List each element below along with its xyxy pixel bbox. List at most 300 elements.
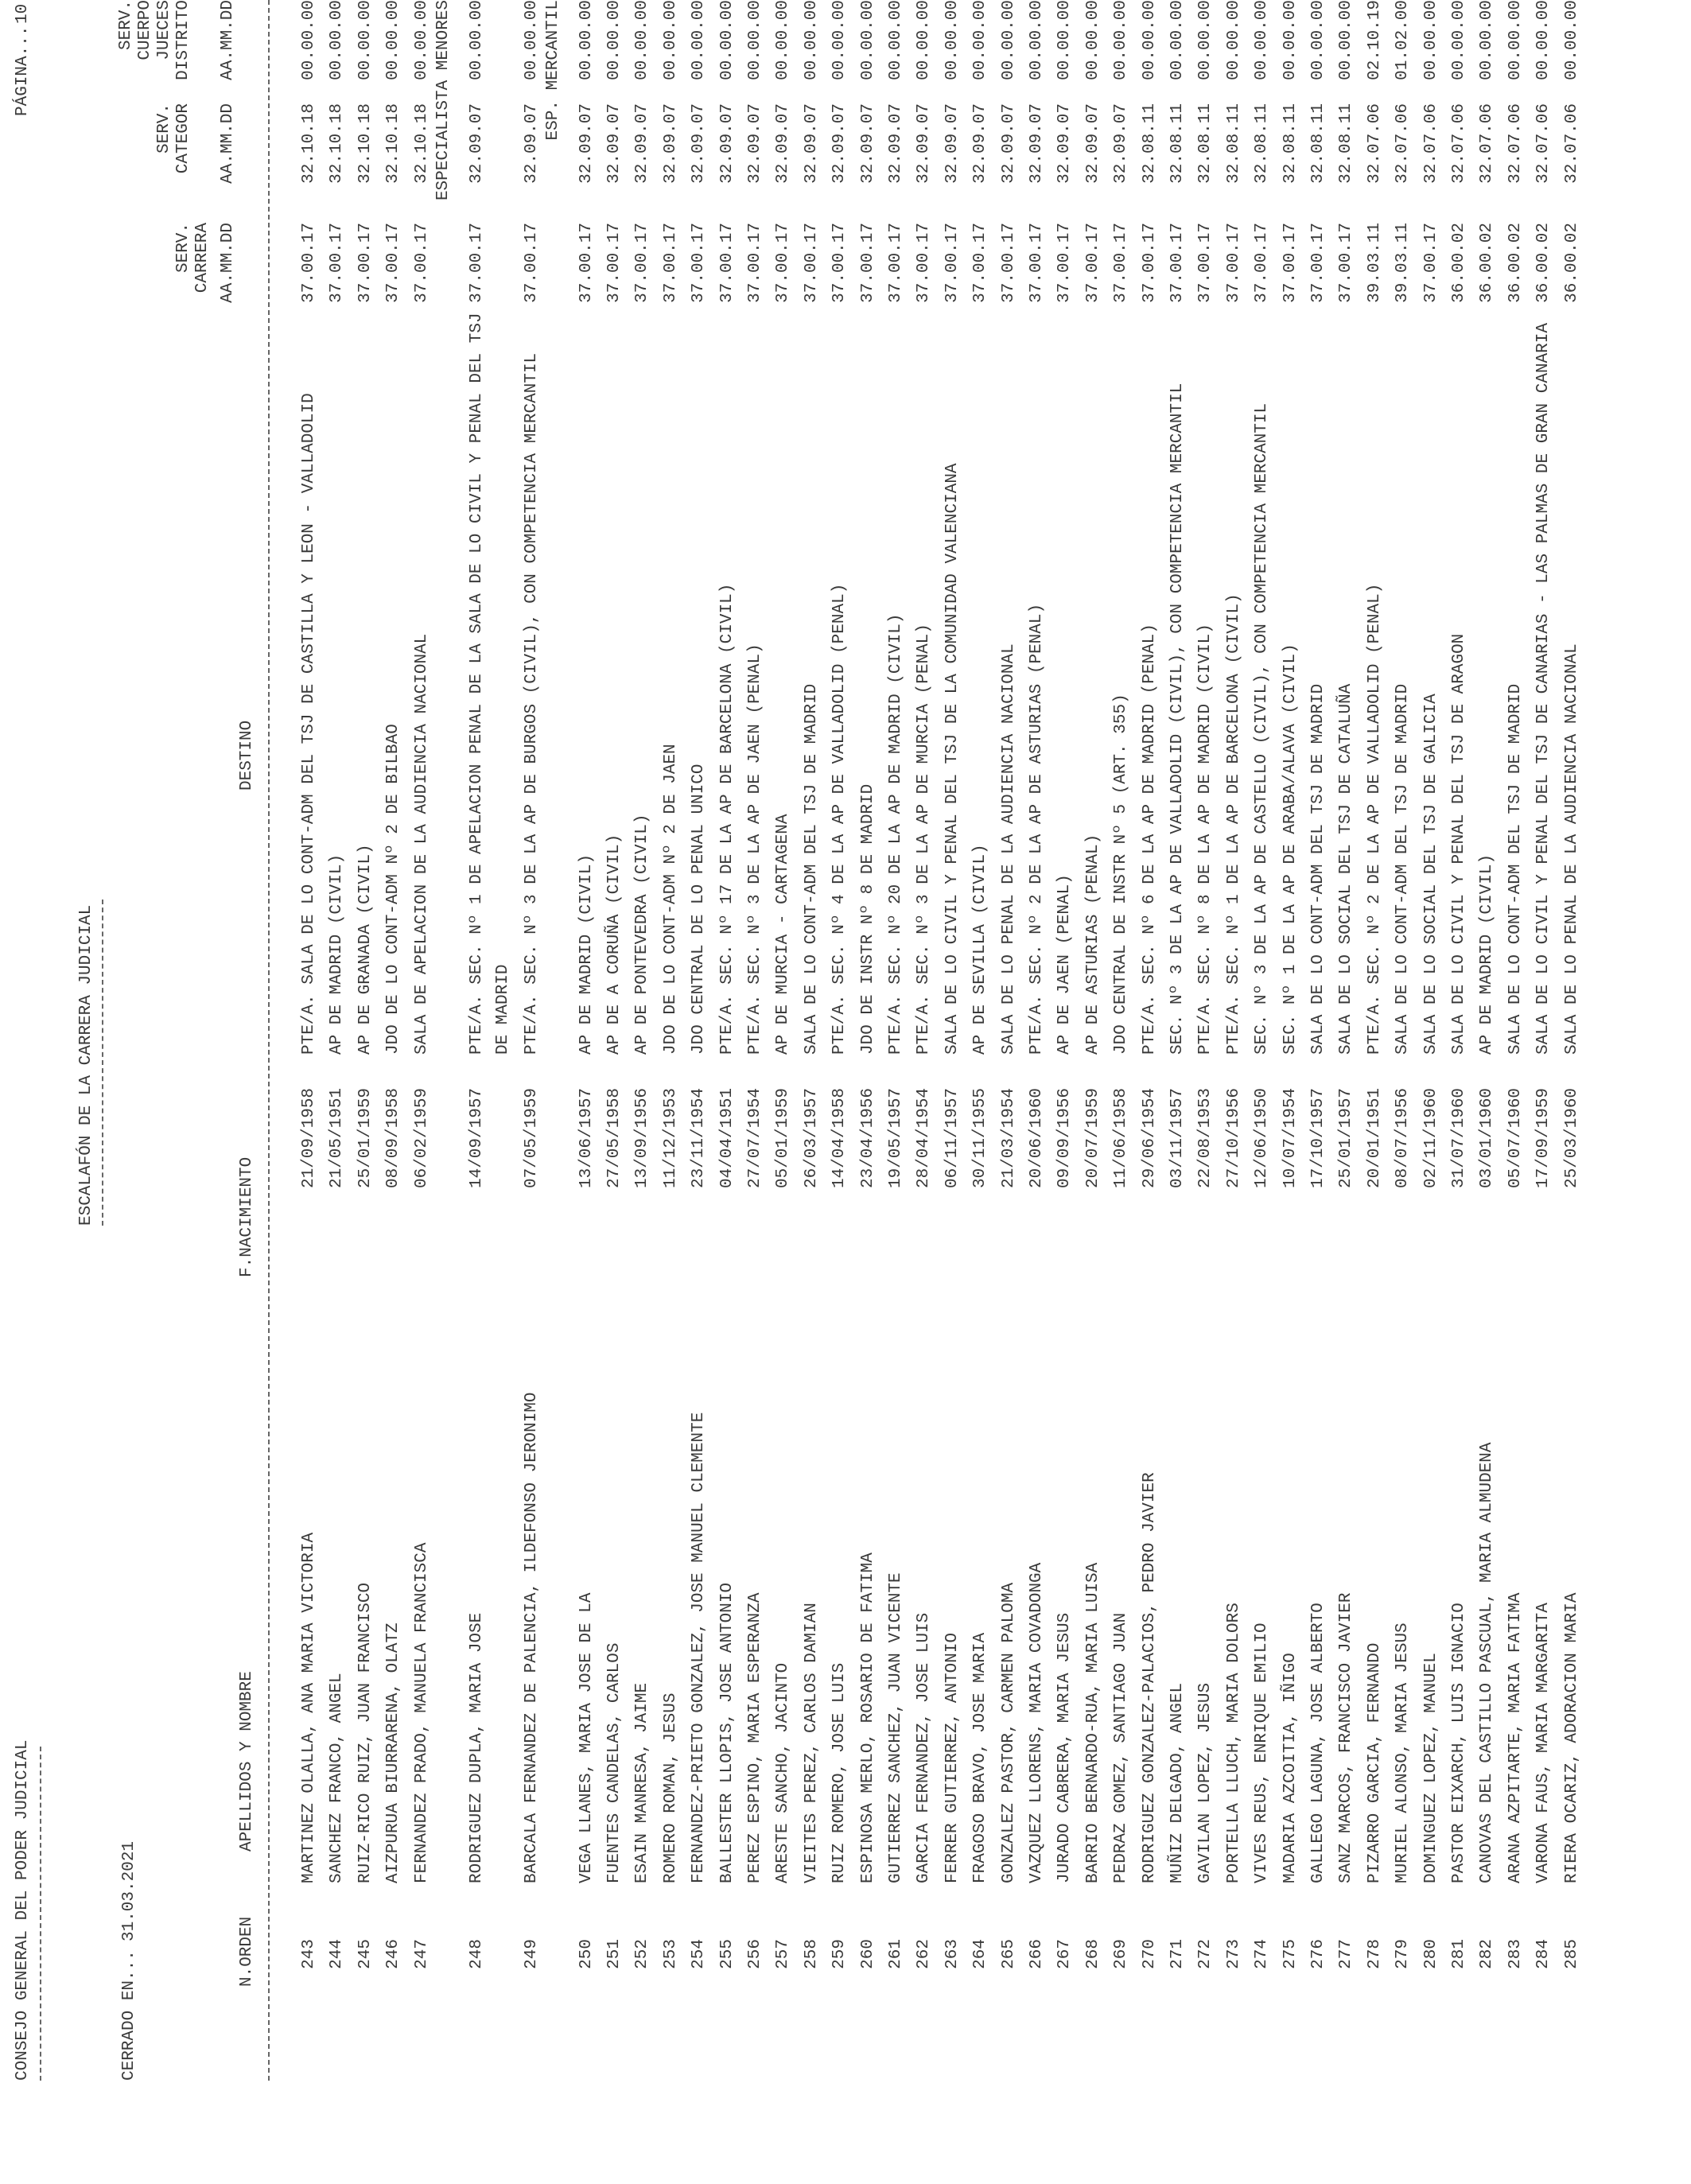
table-row <box>468 0 491 2184</box>
row-serv-carrera: 36.00.02 <box>1506 223 1525 303</box>
row-birth-date: 27/07/1954 <box>746 1087 765 1188</box>
row-name: RODRIGUEZ DUPLA, MARIA JOSE <box>467 1612 486 1883</box>
row-birth-date: 12/06/1950 <box>1253 1087 1272 1188</box>
row-serv-distrito: 00.00.00 <box>690 0 709 80</box>
table-row <box>301 0 323 2184</box>
row-birth-date: 06/02/1959 <box>412 1087 431 1188</box>
row-serv-carrera: 37.00.17 <box>830 223 849 303</box>
row-destination: SEC. Nº 3 DE LA AP DE CASTELLO (CIVIL), CON COMPETENCIA MERCANTIL <box>1253 402 1272 1055</box>
row-destination: JDO DE INSTR Nº 8 DE MADRID <box>858 783 877 1055</box>
col-categor-fmt: AA.MM.DD <box>219 103 237 184</box>
col-serv-categor-1: SERV. <box>155 103 173 154</box>
row-serv-categor: 32.10.18 <box>384 103 403 184</box>
row-birth-date: 17/10/1957 <box>1309 1087 1328 1188</box>
row-destination: AP DE MURCIA - CARTAGENA <box>774 814 793 1055</box>
row-serv-carrera: 37.00.17 <box>971 223 990 303</box>
row-number: 261 <box>887 1939 906 1969</box>
table-row <box>775 0 797 2184</box>
row-serv-carrera: 37.00.17 <box>1055 223 1075 303</box>
row-serv-carrera: 37.00.17 <box>300 223 318 303</box>
row-serv-carrera: 37.00.17 <box>384 223 403 303</box>
row-serv-categor: 32.09.07 <box>467 103 486 184</box>
row-serv-categor: 32.07.06 <box>1421 103 1440 184</box>
row-serv-distrito: 00.00.00 <box>1421 0 1440 80</box>
row-name: FERNANDEZ PRADO, MANUELA FRANCISCA <box>412 1542 431 1883</box>
row-birth-date: 09/09/1956 <box>1055 1087 1075 1188</box>
row-number: 269 <box>1112 1939 1131 1969</box>
table-row <box>1169 0 1191 2184</box>
row-serv-distrito: 00.00.00 <box>1450 0 1469 80</box>
row-serv-categor: 32.08.11 <box>1168 103 1188 184</box>
row-serv-carrera: 37.00.17 <box>1224 223 1243 303</box>
row-number: 265 <box>999 1939 1018 1969</box>
row-birth-date: 05/07/1960 <box>1506 1087 1525 1188</box>
row-birth-date: 08/07/1956 <box>1394 1087 1413 1188</box>
row-number: 266 <box>1028 1939 1047 1969</box>
row-serv-categor: 32.09.07 <box>858 103 877 184</box>
table-row-note <box>545 0 567 2184</box>
row-number: 279 <box>1394 1939 1413 1969</box>
row-serv-categor: 32.09.07 <box>1112 103 1131 184</box>
closed-label: CERRADO EN... <box>120 1950 138 2081</box>
row-birth-date: 30/11/1955 <box>971 1087 990 1188</box>
row-destination: SALA DE LO SOCIAL DEL TSJ DE CATALUÑA <box>1337 683 1356 1055</box>
row-name: AIZPURUA BIURRARENA, OLATZ <box>384 1622 403 1883</box>
row-name: BARCALA FERNANDEZ DE PALENCIA, ILDEFONSO JERONIMO <box>522 1392 541 1883</box>
table-row <box>1451 0 1473 2184</box>
row-serv-categor: 32.09.07 <box>633 103 652 184</box>
row-serv-categor: 32.10.18 <box>356 103 375 184</box>
table-row <box>888 0 910 2184</box>
row-birth-date: 13/09/1956 <box>633 1087 652 1188</box>
row-name: GONZALEZ PASTOR, CARMEN PALOMA <box>999 1582 1018 1883</box>
row-serv-distrito: 00.00.00 <box>1196 0 1215 80</box>
row-name: ESPINOSA MERLO, ROSARIO DE FATIMA <box>858 1553 877 1883</box>
row-number: 260 <box>858 1939 877 1969</box>
row-name: PEREZ ESPINO, MARIA ESPERANZA <box>746 1592 765 1883</box>
row-number: 275 <box>1281 1939 1300 1969</box>
row-serv-distrito: 00.00.00 <box>1253 0 1272 80</box>
row-number: 267 <box>1055 1939 1075 1969</box>
row-birth-date: 22/08/1953 <box>1196 1087 1215 1188</box>
document-title: ESCALAFÓN DE LA CARRERA JUDICIAL <box>77 904 95 1226</box>
row-serv-categor: 32.09.07 <box>971 103 990 184</box>
title-underline <box>102 900 103 1226</box>
row-name: SANCHEZ FRANCO, ANGEL <box>328 1673 347 1883</box>
row-serv-carrera: 37.00.17 <box>999 223 1018 303</box>
row-serv-distrito: 00.00.00 <box>1337 0 1356 80</box>
row-birth-date: 20/07/1959 <box>1083 1087 1102 1188</box>
row-name: FRAGOSO BRAVO, JOSE MARIA <box>971 1632 990 1883</box>
row-name: MURIEL ALONSO, MARIA JESUS <box>1394 1622 1413 1883</box>
row-serv-categor: 32.09.07 <box>830 103 849 184</box>
row-birth-date: 31/07/1960 <box>1450 1087 1469 1188</box>
row-serv-distrito: 00.00.00 <box>467 0 486 80</box>
page-number: 10 <box>14 3 32 24</box>
row-serv-categor: 32.07.06 <box>1394 103 1413 184</box>
row-serv-categor: 32.08.11 <box>1253 103 1272 184</box>
row-destination: JDO DE LO CONT-ADM Nº 2 DE JAEN <box>661 744 680 1055</box>
row-serv-distrito: 00.00.00 <box>412 0 431 80</box>
row-birth-date: 20/06/1960 <box>1028 1087 1047 1188</box>
row-name: VARONA FAUS, MARIA MARGARITA <box>1534 1603 1553 1883</box>
row-serv-distrito: 00.00.00 <box>661 0 680 80</box>
row-serv-categor: 32.07.06 <box>1450 103 1469 184</box>
row-serv-distrito: 00.00.00 <box>746 0 765 80</box>
row-serv-distrito: 00.00.00 <box>1506 0 1525 80</box>
row-serv-carrera: 36.00.02 <box>1534 223 1553 303</box>
row-serv-carrera: 37.00.17 <box>1253 223 1272 303</box>
row-destination: SALA DE LO PENAL DE LA AUDIENCIA NACIONAL <box>999 643 1018 1055</box>
row-serv-distrito: 00.00.00 <box>522 0 541 80</box>
row-birth-date: 08/09/1958 <box>384 1087 403 1188</box>
row-birth-date: 07/05/1959 <box>522 1087 541 1188</box>
table-row <box>523 0 546 2184</box>
row-destination: SALA DE LO CONT-ADM DEL TSJ DE MADRID <box>1309 683 1328 1055</box>
row-number: 244 <box>328 1939 347 1969</box>
row-serv-distrito: 00.00.00 <box>1055 0 1075 80</box>
row-birth-date: 25/03/1960 <box>1562 1087 1581 1188</box>
row-serv-categor: 32.09.07 <box>1055 103 1075 184</box>
row-serv-carrera: 39.03.11 <box>1394 223 1413 303</box>
row-serv-categor: 32.09.07 <box>999 103 1018 184</box>
row-name: FERNANDEZ-PRIETO GONZALEZ, JOSE MANUEL CLEMENTE <box>690 1412 709 1883</box>
table-row <box>1479 0 1501 2184</box>
row-specialty-note: ESP. MERCANTIL <box>544 0 563 141</box>
row-serv-categor: 32.07.06 <box>1506 103 1525 184</box>
row-birth-date: 11/06/1958 <box>1112 1087 1131 1188</box>
row-name: VIEITES PEREZ, CARLOS DAMIAN <box>802 1603 821 1883</box>
closed-date: 31.03.2021 <box>120 1840 138 1941</box>
row-number: 285 <box>1562 1939 1581 1969</box>
row-birth-date: 06/11/1957 <box>943 1087 962 1188</box>
row-serv-distrito: 00.00.00 <box>999 0 1018 80</box>
row-serv-categor: 32.08.11 <box>1337 103 1356 184</box>
table-row <box>1254 0 1276 2184</box>
row-number: 247 <box>412 1939 431 1969</box>
row-specialty-note: ESPECIALISTA MENORES <box>434 0 453 201</box>
row-destination: PTE/A. SEC. Nº 6 DE LA AP DE MADRID (PENAL) <box>1140 624 1159 1055</box>
table-row <box>385 0 407 2184</box>
row-number: 270 <box>1140 1939 1159 1969</box>
row-name: ARESTE SANCHO, JACINTO <box>774 1662 793 1883</box>
row-serv-carrera: 37.00.17 <box>412 223 431 303</box>
row-serv-distrito: 00.00.00 <box>1478 0 1497 80</box>
row-name: RIERA OCARIZ, ADORACION MARIA <box>1562 1592 1581 1883</box>
row-serv-carrera: 37.00.17 <box>746 223 765 303</box>
row-destination: PTE/A. SEC. Nº 1 DE APELACION PENAL DE LA SALA DE LO CIVIL Y PENAL DEL TSJ <box>467 313 486 1055</box>
row-serv-distrito: 00.00.00 <box>830 0 849 80</box>
row-serv-distrito: 00.00.00 <box>1112 0 1131 80</box>
table-row <box>663 0 685 2184</box>
table-row <box>1282 0 1304 2184</box>
row-serv-carrera: 37.00.17 <box>577 223 596 303</box>
row-number: 258 <box>802 1939 821 1969</box>
row-name: BALLESTER LLOPIS, JOSE ANTONIO <box>717 1582 737 1883</box>
row-number: 250 <box>577 1939 596 1969</box>
row-birth-date: 21/03/1954 <box>999 1087 1018 1188</box>
row-destination: PTE/A. SEC. Nº 20 DE LA AP DE MADRID (CIVIL) <box>887 613 906 1055</box>
row-serv-categor: 32.09.07 <box>577 103 596 184</box>
row-name: VEGA LLANES, MARIA JOSE DE LA <box>577 1592 596 1883</box>
col-apellidos-nombre: APELLIDOS Y NOMBRE <box>238 1671 256 1852</box>
table-row <box>690 0 713 2184</box>
row-number: 263 <box>943 1939 962 1969</box>
row-birth-date: 13/06/1957 <box>577 1087 596 1188</box>
table-row <box>1056 0 1079 2184</box>
row-destination: PTE/A. SEC. Nº 3 DE LA AP DE JAEN (PENAL) <box>746 643 765 1055</box>
row-serv-distrito: 00.00.00 <box>717 0 737 80</box>
row-serv-categor: 32.09.07 <box>887 103 906 184</box>
row-serv-distrito: 00.00.00 <box>384 0 403 80</box>
row-birth-date: 25/01/1959 <box>356 1087 375 1188</box>
table-row <box>1310 0 1332 2184</box>
row-name: RUIZ-RICO RUIZ, JUAN FRANCISCO <box>356 1582 375 1883</box>
row-name: BARRIO BERNARDO-RUA, MARIA LUISA <box>1083 1562 1102 1883</box>
row-number: 251 <box>605 1939 624 1969</box>
row-name: VIVES REUS, ENRIQUE EMILIO <box>1253 1622 1272 1883</box>
row-serv-categor: 32.10.18 <box>300 103 318 184</box>
row-serv-distrito: 02.10.19 <box>1365 0 1384 80</box>
row-serv-categor: 32.09.07 <box>522 103 541 184</box>
row-serv-carrera: 37.00.17 <box>605 223 624 303</box>
row-number: 254 <box>690 1939 709 1969</box>
table-row-note <box>435 0 457 2184</box>
row-number: 243 <box>300 1939 318 1969</box>
row-serv-distrito: 00.00.00 <box>1534 0 1553 80</box>
row-serv-carrera: 37.00.17 <box>522 223 541 303</box>
row-number: 280 <box>1421 1939 1440 1969</box>
row-destination: PTE/A. SEC. Nº 2 DE LA AP DE VALLADOLID (PENAL) <box>1365 583 1384 1055</box>
row-name: PEDRAZ GOMEZ, SANTIAGO JUAN <box>1112 1612 1131 1883</box>
row-birth-date: 14/09/1957 <box>467 1087 486 1188</box>
col-serv-carrera-1: SERV. <box>174 223 192 274</box>
row-serv-categor: 32.09.07 <box>915 103 934 184</box>
table-row <box>1001 0 1023 2184</box>
row-serv-carrera: 37.00.17 <box>915 223 934 303</box>
row-name: PASTOR EIXARCH, LUIS IGNACIO <box>1450 1603 1469 1883</box>
row-name: CANOVAS DEL CASTILLO PASCUAL, MARIA ALMUDENA <box>1478 1442 1497 1883</box>
row-destination: SALA DE LO CIVIL Y PENAL DEL TSJ DE LA COMUNIDAD VALENCIANA <box>943 463 962 1055</box>
row-birth-date: 26/03/1957 <box>802 1087 821 1188</box>
table-row <box>1507 0 1530 2184</box>
row-number: 255 <box>717 1939 737 1969</box>
row-serv-carrera: 36.00.02 <box>1450 223 1469 303</box>
row-serv-carrera: 37.00.17 <box>1140 223 1159 303</box>
row-destination: AP DE MADRID (CIVIL) <box>1478 853 1497 1055</box>
table-row <box>414 0 436 2184</box>
table-row <box>831 0 853 2184</box>
row-serv-carrera: 37.00.17 <box>467 223 486 303</box>
row-birth-date: 05/01/1959 <box>774 1087 793 1188</box>
table-row <box>1535 0 1557 2184</box>
row-birth-date: 21/05/1951 <box>328 1087 347 1188</box>
row-birth-date: 23/04/1956 <box>858 1087 877 1188</box>
row-serv-carrera: 37.00.17 <box>802 223 821 303</box>
row-serv-categor: 32.07.06 <box>1534 103 1553 184</box>
table-row <box>606 0 628 2184</box>
row-name: VAZQUEZ LLORENS, MARIA COVADONGA <box>1028 1562 1047 1883</box>
row-destination: SALA DE LO CIVIL Y PENAL DEL TSJ DE CANARIAS - LAS PALMAS DE GRAN CANARIA <box>1534 323 1553 1055</box>
col-distrito: DISTRITO <box>174 0 192 80</box>
page-label: PÁGINA... <box>14 25 32 116</box>
row-serv-carrera: 37.00.17 <box>1309 223 1328 303</box>
row-name: SANZ MARCOS, FRANCISCO JAVIER <box>1337 1592 1356 1883</box>
row-destination: PTE/A. SEC. Nº 1 DE LA AP DE BARCELONA (CIVIL) <box>1224 593 1243 1055</box>
row-serv-categor: 32.08.11 <box>1309 103 1328 184</box>
row-destination: PTE/A. SEC. Nº 2 DE LA AP DE ASTURIAS (PENAL) <box>1028 603 1047 1055</box>
row-name: FUENTES CANDELAS, CARLOS <box>605 1642 624 1883</box>
table-row <box>1338 0 1360 2184</box>
row-birth-date: 03/01/1960 <box>1478 1087 1497 1188</box>
row-name: DOMINGUEZ LOPEZ, MANUEL <box>1421 1653 1440 1883</box>
row-number: 284 <box>1534 1939 1553 1969</box>
row-serv-categor: 32.07.06 <box>1478 103 1497 184</box>
row-serv-distrito: 00.00.00 <box>915 0 934 80</box>
row-destination: JDO CENTRAL DE INSTR Nº 5 (ART. 355) <box>1112 694 1131 1055</box>
row-serv-carrera: 37.00.17 <box>943 223 962 303</box>
row-number: 253 <box>661 1939 680 1969</box>
row-serv-distrito: 00.00.00 <box>858 0 877 80</box>
row-destination: PTE/A. SEC. Nº 4 DE LA AP DE VALLADOLID (PENAL) <box>830 583 849 1055</box>
row-destination: SALA DE LO CONT-ADM DEL TSJ DE MADRID <box>1394 683 1413 1055</box>
row-destination: SALA DE LO SOCIAL DEL TSJ DE GALICIA <box>1421 694 1440 1055</box>
row-serv-distrito: 00.00.00 <box>1028 0 1047 80</box>
row-birth-date: 21/09/1958 <box>300 1087 318 1188</box>
row-number: 271 <box>1168 1939 1188 1969</box>
table-row <box>719 0 741 2184</box>
row-destination: SEC. Nº 1 DE LA AP DE ARABA/ALAVA (CIVIL) <box>1281 643 1300 1055</box>
row-serv-distrito: 00.00.00 <box>943 0 962 80</box>
row-birth-date: 10/07/1954 <box>1281 1087 1300 1188</box>
row-serv-categor: 32.09.07 <box>1083 103 1102 184</box>
row-name: RUIZ ROMERO, JOSE LUIS <box>830 1662 849 1883</box>
row-birth-date: 11/12/1953 <box>661 1087 680 1188</box>
row-serv-categor: 32.09.07 <box>746 103 765 184</box>
row-number: 278 <box>1365 1939 1384 1969</box>
row-serv-distrito: 00.00.00 <box>633 0 652 80</box>
table-row <box>1394 0 1417 2184</box>
row-serv-categor: 32.09.07 <box>943 103 962 184</box>
table-row <box>1197 0 1219 2184</box>
row-destination: AP DE A CORUÑA (CIVIL) <box>605 834 624 1055</box>
row-number: 282 <box>1478 1939 1497 1969</box>
row-destination: AP DE PONTEVEDRA (CIVIL) <box>633 814 652 1055</box>
row-destination: PTE/A. SEC. Nº 3 DE LA AP DE MURCIA (PENAL) <box>915 624 934 1055</box>
row-name: PIZARRO GARCIA, FERNANDO <box>1365 1642 1384 1883</box>
row-serv-carrera: 37.00.17 <box>661 223 680 303</box>
row-destination: JDO DE LO CONT-ADM Nº 2 DE BILBAO <box>384 724 403 1055</box>
row-serv-categor: 32.10.18 <box>412 103 431 184</box>
row-destination: SALA DE LO CONT-ADM DEL TSJ DE MADRID <box>802 683 821 1055</box>
table-row <box>944 0 966 2184</box>
row-birth-date: 03/11/1957 <box>1168 1087 1188 1188</box>
row-number: 268 <box>1083 1939 1102 1969</box>
col-categor: CATEGOR <box>174 103 192 174</box>
row-serv-distrito: 00.00.00 <box>328 0 347 80</box>
row-number: 273 <box>1224 1939 1243 1969</box>
row-destination: AP DE MADRID (CIVIL) <box>577 853 596 1055</box>
row-destination: PTE/A. SEC. Nº 3 DE LA AP DE BURGOS (CIVIL), CON COMPETENCIA MERCANTIL <box>522 352 541 1055</box>
row-number: 264 <box>971 1939 990 1969</box>
row-serv-carrera: 37.00.17 <box>887 223 906 303</box>
row-serv-carrera: 37.00.17 <box>328 223 347 303</box>
row-serv-categor: 32.09.07 <box>717 103 737 184</box>
row-serv-distrito: 00.00.00 <box>1281 0 1300 80</box>
table-row <box>1141 0 1164 2184</box>
row-serv-categor: 32.07.06 <box>1562 103 1581 184</box>
row-number: 256 <box>746 1939 765 1969</box>
row-birth-date: 23/11/1954 <box>690 1087 709 1188</box>
table-row <box>972 0 994 2184</box>
table-row <box>1028 0 1051 2184</box>
col-serv-jueces-1: SERV. <box>117 0 135 51</box>
row-serv-categor: 32.09.07 <box>774 103 793 184</box>
row-birth-date: 28/04/1954 <box>915 1087 934 1188</box>
table-row <box>860 0 882 2184</box>
row-serv-carrera: 37.00.17 <box>1281 223 1300 303</box>
row-serv-distrito: 00.00.00 <box>605 0 624 80</box>
row-serv-categor: 32.07.06 <box>1365 103 1384 184</box>
row-serv-carrera: 37.00.17 <box>1112 223 1131 303</box>
col-f-nacimiento: F.NACIMIENTO <box>238 1156 256 1277</box>
row-number: 252 <box>633 1939 652 1969</box>
row-destination: SALA DE LO PENAL DE LA AUDIENCIA NACIONAL <box>1562 643 1581 1055</box>
row-serv-distrito: 00.00.00 <box>356 0 375 80</box>
row-destination: PTE/A. SALA DE LO CONT-ADM DEL TSJ DE CASTILLA Y LEON - VALLADOLID <box>300 393 318 1055</box>
row-birth-date: 04/04/1951 <box>717 1087 737 1188</box>
col-distrito-fmt: AA.MM.DD <box>219 0 237 80</box>
col-cuerpo: CUERPO <box>136 0 154 60</box>
row-serv-categor: 32.09.07 <box>605 103 624 184</box>
row-name: MUÑIZ DELGADO, ANGEL <box>1168 1682 1188 1883</box>
row-number: 248 <box>467 1939 486 1969</box>
row-serv-distrito: 00.00.00 <box>1562 0 1581 80</box>
table-row <box>634 0 656 2184</box>
row-destination-continued: DE MADRID <box>494 964 513 1055</box>
row-destination: PTE/A. SEC. Nº 17 DE LA AP DE BARCELONA (CIVIL) <box>717 583 737 1055</box>
row-name: ROMERO ROMAN, JESUS <box>661 1692 680 1883</box>
table-row <box>357 0 379 2184</box>
table-row <box>915 0 938 2184</box>
row-name: MARTINEZ OLALLA, ANA MARIA VICTORIA <box>300 1532 318 1883</box>
row-birth-date: 19/05/1957 <box>887 1087 906 1188</box>
row-name: MADARIA AZCOITIA, IÑIGO <box>1281 1653 1300 1883</box>
row-serv-carrera: 37.00.17 <box>1028 223 1047 303</box>
row-serv-categor: 32.08.11 <box>1224 103 1243 184</box>
row-birth-date: 29/06/1954 <box>1140 1087 1159 1188</box>
row-number: 259 <box>830 1939 849 1969</box>
table-row <box>328 0 351 2184</box>
row-serv-carrera: 37.00.17 <box>690 223 709 303</box>
header-separator <box>268 0 270 2081</box>
row-name: FERRER GUTIERREZ, ANTONIO <box>943 1632 962 1883</box>
row-name: JURADO CABRERA, MARIA JESUS <box>1055 1612 1075 1883</box>
row-number: 283 <box>1506 1939 1525 1969</box>
table-row <box>1113 0 1135 2184</box>
row-serv-distrito: 00.00.00 <box>774 0 793 80</box>
row-serv-carrera: 37.00.17 <box>717 223 737 303</box>
row-serv-carrera: 37.00.17 <box>1421 223 1440 303</box>
row-serv-carrera: 36.00.02 <box>1562 223 1581 303</box>
row-name: ARANA AZPITARTE, MARIA FATIMA <box>1506 1592 1525 1883</box>
row-serv-categor: 32.08.11 <box>1140 103 1159 184</box>
row-number: 276 <box>1309 1939 1328 1969</box>
row-serv-categor: 32.08.11 <box>1196 103 1215 184</box>
table-row <box>803 0 826 2184</box>
row-serv-distrito: 00.00.00 <box>1309 0 1328 80</box>
row-birth-date: 17/09/1959 <box>1534 1087 1553 1188</box>
